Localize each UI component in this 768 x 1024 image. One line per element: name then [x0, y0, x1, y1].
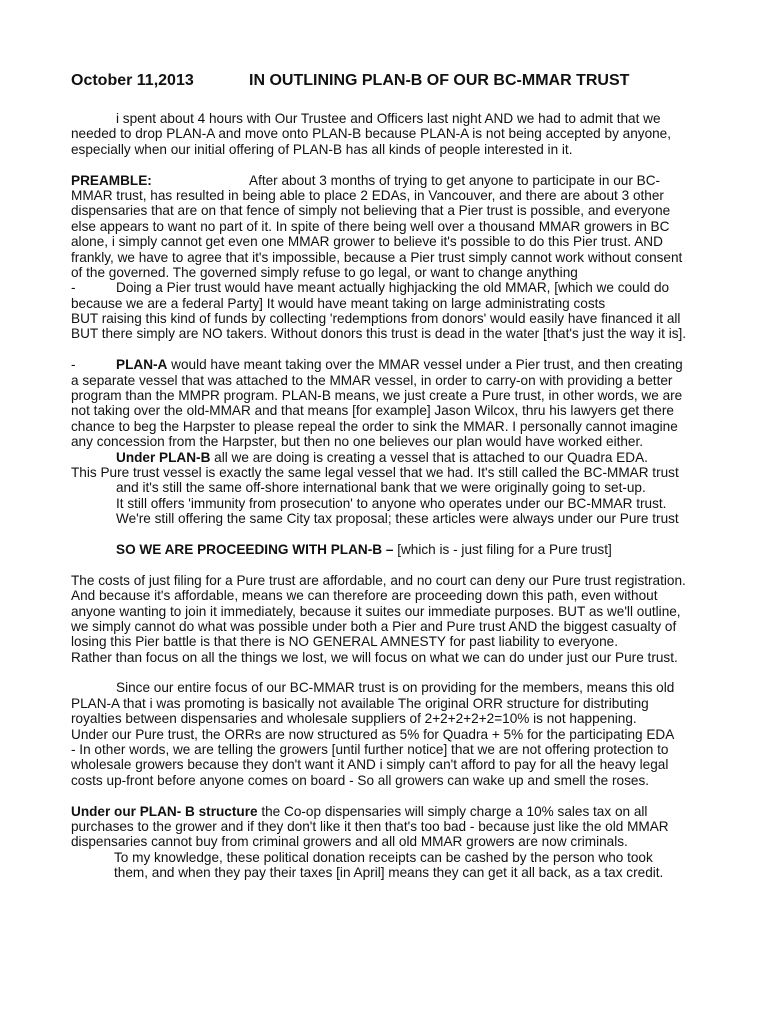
paragraph-line: MMAR trust, has resulted in being able to place 2 EDAs, in Vancouver, and there are about 3 other	[71, 187, 664, 203]
indented-line: We're still offering the same City tax proposal; these articles were always under our Pure trust	[116, 511, 679, 527]
proceeding-text: [which is - just filing for a Pure trust]	[393, 541, 612, 557]
document-body	[71, 111, 711, 881]
paragraph-line: purchases to the grower and if they don't like it then that's too bad - because just like the old MMAR	[71, 818, 669, 834]
paragraph-line: royalties between dispensaries and wholesale suppliers of 2+2+2+2+2=10% is not happening.	[71, 711, 637, 727]
indented-line: To my knowledge, these political donation receipts can be cashed by the person who took	[114, 849, 653, 865]
paragraph-line: any concession from the Harpster, but then no one believes our plan would have worked either.	[71, 434, 644, 450]
paragraph-line: of the governed. The governed simply refuse to go legal, or want to change anything	[71, 264, 578, 280]
dash-marker: -	[71, 280, 76, 296]
paragraph-line: else appears to want no part of it. In spite of there being well over a thousand MMAR growers in BC	[71, 218, 670, 234]
paragraph-line: i spent about 4 hours with Our Trustee and Officers last night AND we had to admit that we	[116, 111, 661, 126]
paragraph-line: a separate vessel that was attached to the MMAR vessel, in order to carry-on with providing a better	[71, 372, 673, 388]
paragraph-line: The costs of just filing for a Pure trust are affordable, and no court can deny our Pure trust registration.	[71, 572, 686, 588]
under-plan-b-text: all we are doing is creating a vessel that is attached to our Quadra EDA.	[210, 449, 648, 465]
under-plan-b-line	[71, 450, 711, 465]
proceeding-line	[71, 542, 711, 557]
preamble-first-line	[71, 173, 711, 188]
indented-line: It still offers 'immunity from prosecution' to anyone who operates under our BC-MMAR trust.	[116, 495, 667, 511]
paragraph-line: because we are a federal Party] It would have meant taking on large administrating costs	[71, 295, 606, 311]
paragraph-line: needed to drop PLAN-A and move onto PLAN-B because PLAN-A is not being accepted by anyone,	[71, 126, 672, 142]
dash-line	[71, 280, 711, 295]
plan-a-first-line	[71, 357, 711, 372]
dash-marker: -	[71, 357, 76, 373]
paragraph-line: alone, i simply cannot get even one MMAR grower to believe it's possible to do this Pier trust. AND	[71, 234, 663, 250]
paragraph-line: program than the MMPR program. PLAN-B means, we just create a Pure trust, in other words, we are	[71, 388, 683, 404]
paragraph-line: dispensaries that are on that fence of simply not believing that a Pier trust is possible, and everyone	[71, 203, 671, 219]
paragraph-line: dispensaries cannot buy from criminal growers and all old MMAR growers are now criminals.	[71, 834, 628, 850]
paragraph-line: Since our entire focus of our BC-MMAR trust is on providing for the members, means this old	[116, 680, 675, 696]
under-plan-b-label: Under PLAN-B	[116, 449, 211, 465]
plan-a-label: PLAN-A	[116, 357, 168, 373]
preamble-label: PREAMBLE:	[71, 172, 152, 188]
indented-line: and it's still the same off-shore international bank that we were originally going to set-up.	[116, 480, 646, 496]
structure-first-line	[71, 804, 711, 819]
paragraph-line: chance to beg the Harpster to please repeal the order to sink the MMAR. I personally cannot imagine	[71, 418, 678, 434]
paragraph-line: - In other words, we are telling the growers [until further notice] that we are not offering protection to	[71, 742, 669, 758]
structure-label: Under our PLAN- B structure	[71, 803, 258, 819]
paragraph-line: And because it's affordable, means we can therefore are proceeding down this path, even without	[71, 588, 658, 604]
document-header	[71, 72, 731, 94]
paragraph-line: PLAN-A that i was promoting is basically not available The original ORR structure for distributing	[71, 695, 649, 711]
document-date: October 11,2013	[71, 72, 194, 89]
paragraph-line: anyone wanting to join it immediately, because it suites our immediate purposes. BUT as we'll outline,	[71, 603, 681, 619]
preamble-text: After about 3 months of trying to get anyone to participate in our BC-	[249, 172, 661, 188]
paragraph-line: we simply cannot do what was possible under both a Pier and Pure trust AND the biggest casualty of	[71, 618, 677, 634]
paragraph-line: frankly, we have to agree that it's impossible, because a Pier trust simply cannot work without consent	[71, 249, 683, 265]
paragraph-line: BUT raising this kind of funds by collecting 'redemptions from donors' would easily have financed it all	[71, 311, 681, 327]
pure-trust-line: This Pure trust vessel is exactly the same legal vessel that we had. It's still called the BC-MMAR trust	[71, 464, 679, 480]
dash-text: Doing a Pier trust would have meant actually highjacking the old MMAR, [which we could do	[116, 280, 670, 296]
paragraph-line: Under our Pure trust, the ORRs are now structured as 5% for Quadra + 5% for the participating EDA	[71, 726, 675, 742]
plan-a-text: would have meant taking over the MMAR vessel under a Pier trust, and then creating	[167, 357, 683, 373]
proceeding-label: SO WE ARE PROCEEDING WITH PLAN-B –	[116, 541, 394, 557]
indented-line: them, and when they pay their taxes [in April] means they can get it all back, as a tax credit.	[114, 865, 664, 881]
paragraph-line: not taking over the old-MMAR and that means [for example] Jason Wilcox, thru his lawyers get there	[71, 403, 674, 419]
paragraph-line: costs up-front before anyone comes on board - So all growers can wake up and smell the roses.	[71, 772, 650, 788]
paragraph-line: BUT there simply are NO takers. Without donors this trust is dead in the water [that's just the way it is].	[71, 326, 687, 342]
document-title: IN OUTLINING PLAN-B OF OUR BC-MMAR TRUST	[249, 72, 630, 89]
paragraph-line: wholesale growers because they don't want it AND i simply can't afford to pay for all the heavy legal	[71, 757, 669, 773]
paragraph-line: losing this Pier battle is that there is NO GENERAL AMNESTY for past liability to everyone.	[71, 634, 619, 650]
paragraph-line: Rather than focus on all the things we lost, we will focus on what we can do under just our Pure trust.	[71, 649, 678, 665]
paragraph-line: especially when our initial offering of PLAN-B has all kinds of people interested in it.	[71, 141, 573, 157]
structure-text: the Co-op dispensaries will simply charge a 10% sales tax on all	[257, 803, 648, 819]
